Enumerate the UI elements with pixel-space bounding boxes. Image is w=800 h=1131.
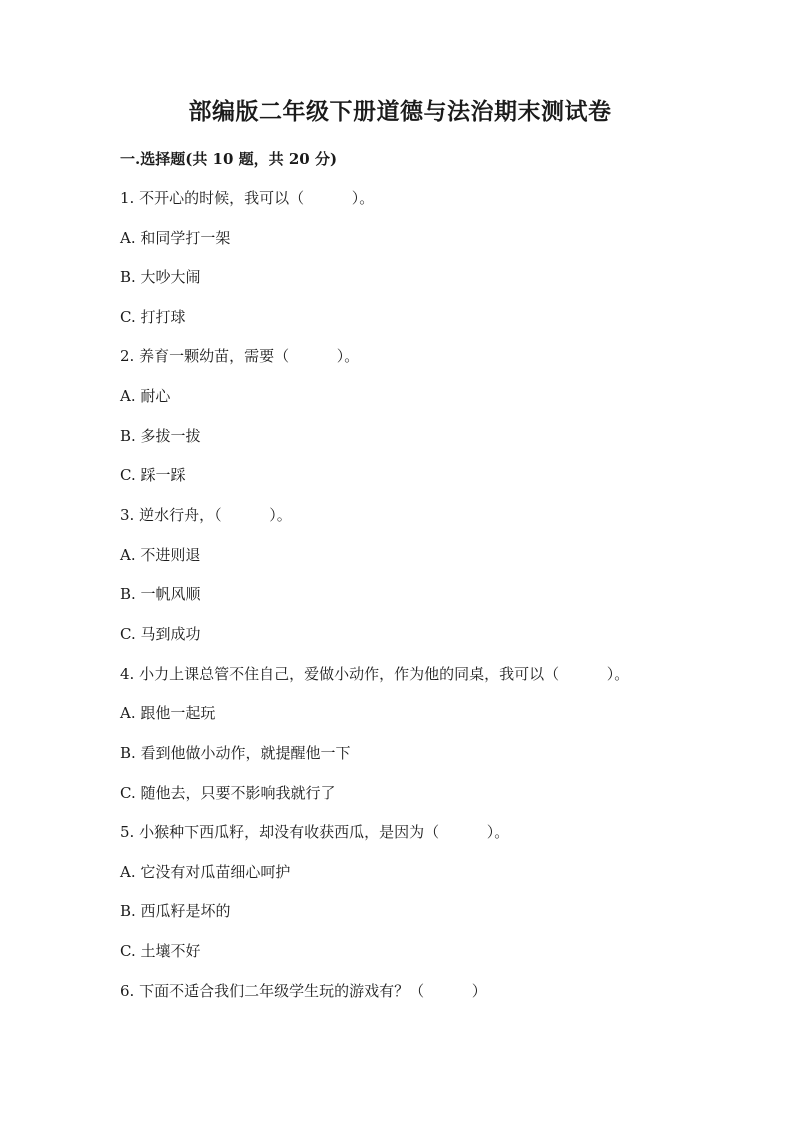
question-4-stem: 4. 小力上课总管不住自己，爱做小动作，作为他的同桌，我可以（ ）。 — [120, 665, 630, 683]
question-3-option-b: B. 一帆风顺 — [120, 585, 201, 603]
question-3-option-a: A. 不进则退 — [120, 546, 201, 564]
question-5-option-b: B. 西瓜籽是坏的 — [120, 902, 231, 920]
question-2-option-a: A. 耐心 — [120, 387, 171, 405]
page-title: 部编版二年级下册道德与法治期末测试卷 — [188, 98, 612, 125]
question-1-option-b: B. 大吵大闹 — [120, 268, 201, 286]
question-1-option-a: A. 和同学打一架 — [120, 229, 231, 247]
question-5-option-a: A. 它没有对瓜苗细心呵护 — [120, 863, 291, 881]
question-5-stem: 5. 小猴种下西瓜籽，却没有收获西瓜，是因为（ ）。 — [120, 823, 510, 841]
question-6-stem: 6. 下面不适合我们二年级学生玩的游戏有？（ ） — [120, 982, 487, 1000]
question-4-option-a: A. 跟他一起玩 — [120, 704, 216, 722]
question-2-option-b: B. 多拔一拔 — [120, 427, 201, 445]
question-1-stem: 1. 不开心的时候，我可以（ ）。 — [120, 189, 375, 207]
question-4-option-c: C. 随他去，只要不影响我就行了 — [120, 784, 336, 802]
question-2-stem: 2. 养育一颗幼苗，需要（ ）。 — [120, 347, 360, 365]
question-1-option-c: C. 打打球 — [120, 308, 186, 326]
question-2-option-c: C. 踩一踩 — [120, 466, 186, 484]
question-3-stem: 3. 逆水行舟，（ ）。 — [120, 506, 292, 524]
question-4-option-b: B. 看到他做小动作，就提醒他一下 — [120, 744, 351, 762]
question-5-option-c: C. 土壤不好 — [120, 942, 201, 960]
question-3-option-c: C. 马到成功 — [120, 625, 201, 643]
section-heading: 一.选择题(共 10 题，共 20 分) — [120, 150, 338, 168]
